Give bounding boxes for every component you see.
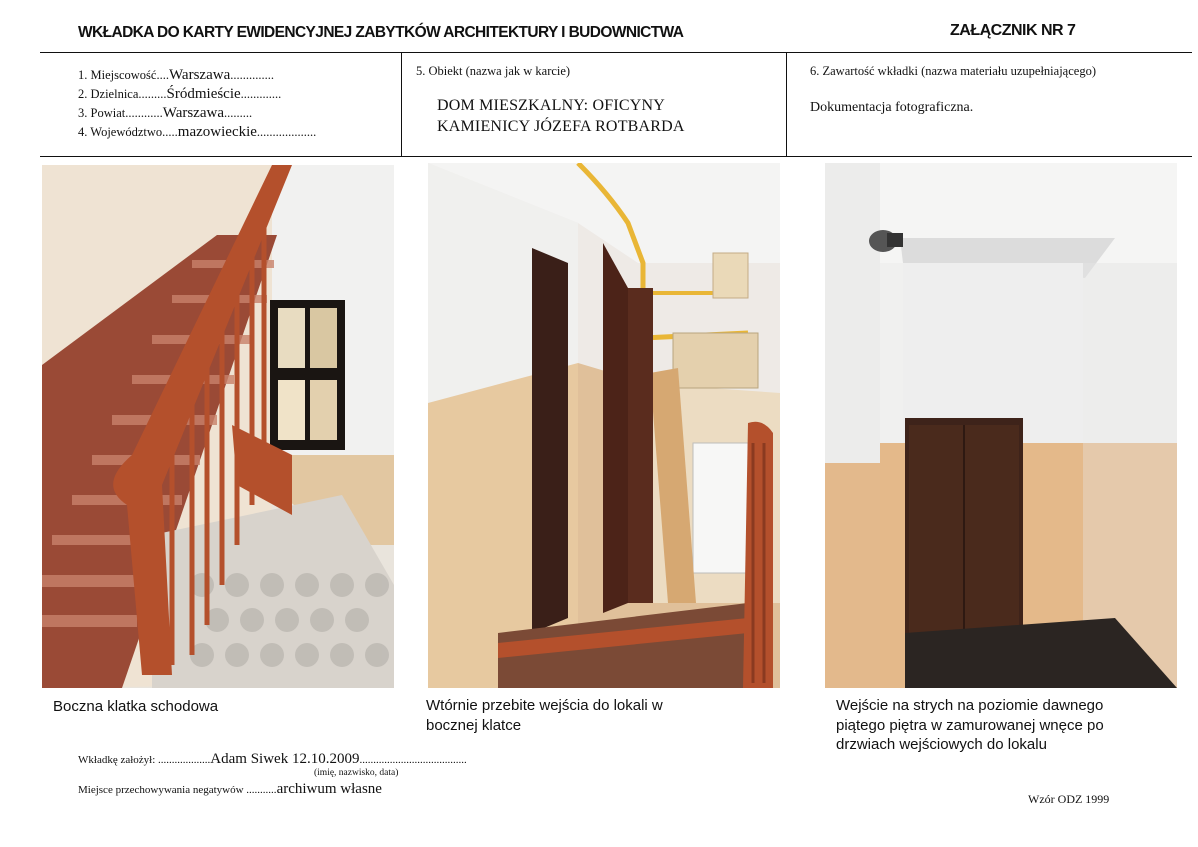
- column-divider: [786, 52, 787, 156]
- table-bottom-border: [40, 156, 1192, 157]
- contents-value: Dokumentacja fotograficzna.: [810, 100, 974, 115]
- doorway-photo: [428, 163, 780, 688]
- location-fields: [78, 66, 316, 142]
- contents-label: 6. Zawartość wkładki (nazwa materiału uzupełniającego): [810, 64, 1096, 78]
- template-version: Wzór ODZ 1999: [1028, 792, 1110, 806]
- negatives-storage-line: Miejsce przechowywania negatywów ...........archiwum własne: [78, 781, 382, 797]
- field-miejscowosc: 1. Miejscowość....Warszawa..............: [78, 67, 274, 83]
- photo-caption-3: Wejście na strych na poziomie dawnego piątego piętra w zamurowanej wnęce po drzwiach wejściowych do lokalu: [836, 697, 1104, 753]
- staircase-photo: [42, 165, 394, 688]
- attic-door-photo: [825, 163, 1177, 688]
- object-value: DOM MIESZKALNY: OFICYNY KAMIENICY JÓZEFA ROTBARDA: [437, 97, 685, 135]
- field-dzielnica: 2. Dzielnica.........Śródmieście.............: [78, 86, 282, 102]
- table-top-border: [40, 52, 1192, 53]
- photo-caption-2: Wtórnie przebite wejścia do lokali w bocznej klatce: [426, 697, 663, 734]
- object-label: 5. Obiekt (nazwa jak w karcie): [416, 64, 571, 78]
- photo-caption-1: Boczna klatka schodowa: [53, 698, 219, 715]
- annex-number: ZAŁĄCZNIK NR 7: [950, 22, 1076, 39]
- founded-by-hint: (imię, nazwisko, data): [314, 768, 399, 778]
- field-powiat: 3. Powiat............Warszawa.........: [78, 105, 253, 121]
- founded-by-line: Wkładkę założył: ...................Adam Siwek 12.10.2009.......................................: [78, 751, 467, 767]
- column-divider: [401, 52, 402, 156]
- field-wojewodztwo: 4. Województwo.....mazowieckie...................: [78, 124, 317, 140]
- document-title: WKŁADKA DO KARTY EWIDENCYJNEJ ZABYTKÓW ARCHITEKTURY I BUDOWNICTWA: [78, 24, 684, 41]
